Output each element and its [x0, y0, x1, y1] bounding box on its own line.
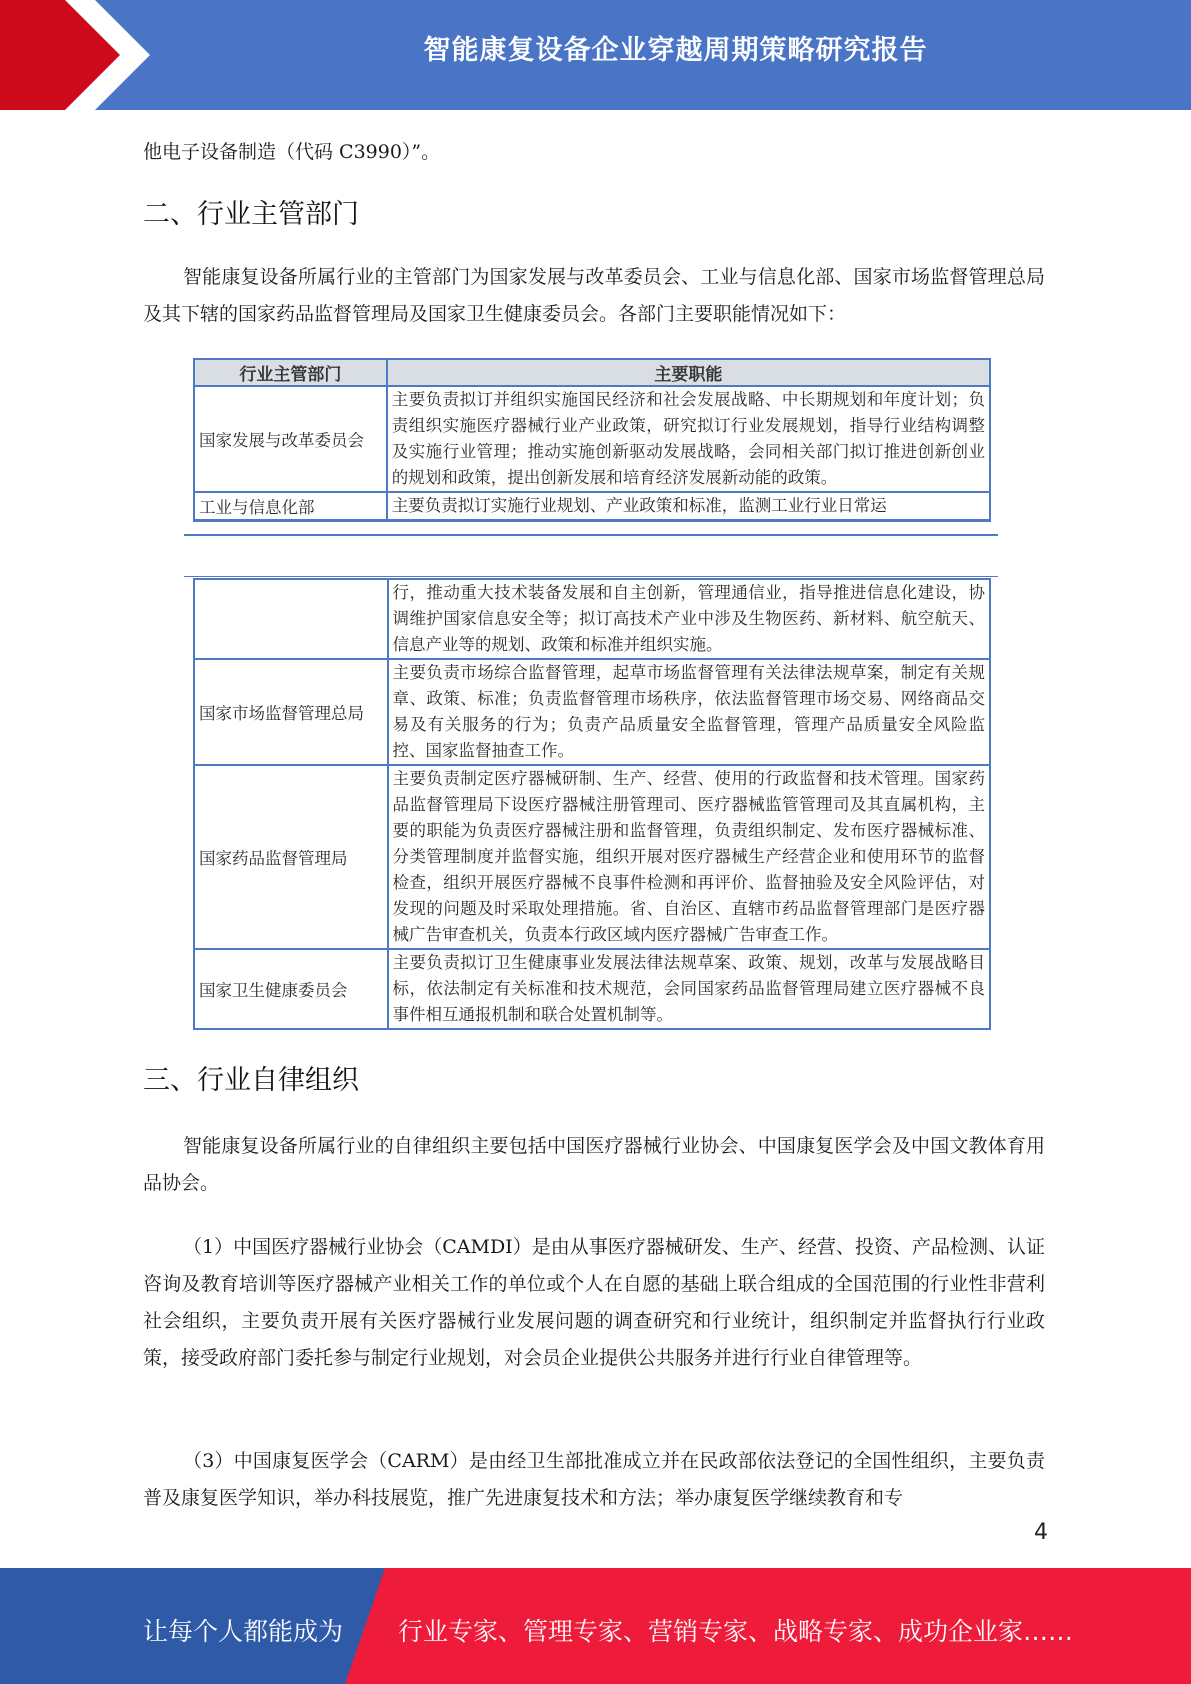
dept-cell: 国家药品监督管理局 [194, 765, 388, 949]
section-2-paragraph: 智能康复设备所属行业的主管部门为国家发展与改革委员会、工业与信息化部、国家市场监督管理总局及其下辖的国家药品监督管理局及国家卫生健康委员会。各部门主要职能情况如下： [143, 266, 1045, 325]
carm-paragraph: （3）中国康复医学会（CARM）是由经卫生部批准成立并在民政部依法登记的全国性组织，主要负责普及康复医学知识，举办科技展览，推广先进康复技术和方法；举办康复医学继续教育和专 [143, 1450, 1045, 1509]
table-row [194, 492, 990, 521]
table-break-line-bottom [184, 576, 998, 577]
header-arrow-decoration [0, 0, 160, 110]
footer-slogan-left: 让每个人都能成为 [143, 1617, 344, 1646]
duty-cell: 主要负责市场综合监督管理，起草市场监督管理有关法律法规草案，制定有关规章、政策、标准；负责监督管理市场秩序，依法监督管理市场交易、网络商品交易及有关服务的行为；负责产品质量安全监督管理，管理产品质量安全风险监控、国家监督抽查工作。 [388, 659, 990, 765]
table-header-dept: 行业主管部门 [194, 359, 387, 386]
duty-cell: 行，推动重大技术装备发展和自主创新，管理通信业，指导推进信息化建设，协调维护国家信息安全等；拟订高技术产业中涉及生物医药、新材料、航空航天、信息产业等的规划、政策和标准并组织实施。 [388, 579, 990, 659]
table-header-duty: 主要职能 [387, 359, 990, 386]
department-duty-table-part1 [193, 358, 991, 522]
section-heading-2: 二、行业主管部门 [143, 199, 359, 230]
section-3-paragraph: 智能康复设备所属行业的自律组织主要包括中国医疗器械行业协会、中国康复医学会及中国文教体育用品协会。 [143, 1135, 1045, 1194]
dept-cell [194, 579, 388, 659]
duty-cell: 主要负责拟订并组织实施国民经济和社会发展战略、中长期规划和年度计划；负责组织实施医疗器械行业产业政策，研究拟订行业发展规划，指导行业结构调整及实施行业管理；推动实施创新驱动发展战略，会同相关部门拟订推进创新创业的规划和政策，提出创新发展和培育经济发展新动能的政策。 [387, 386, 990, 492]
section-heading-3: 三、行业自律组织 [143, 1065, 359, 1096]
dept-cell: 国家市场监督管理总局 [194, 659, 388, 765]
duty-cell: 主要负责拟订卫生健康事业发展法律法规草案、政策、规划，改革与发展战略目标，依法制定有关标准和技术规范，会同国家药品监督管理局建立医疗器械不良事件相互通报机制和联合处置机制等。 [388, 949, 990, 1029]
dept-cell: 国家发展与改革委员会 [194, 386, 387, 492]
page-number: 4 [1034, 1520, 1048, 1545]
table-header-row [194, 359, 990, 386]
table-row [194, 386, 990, 492]
duty-cell: 主要负责制定医疗器械研制、生产、经营、使用的行政监督和技术管理。国家药品监督管理局下设医疗器械注册管理司、医疗器械监管管理司及其直属机构，主要的职能为负责医疗器械注册和监督管理，负责组织制定、发布医疗器械标准、分类管理制度并监督实施，组织开展对医疗器械生产经营企业和使用环节的监督检查，组织开展医疗器械不良事件检测和再评价、监督抽验及安全风险评估，对发现的问题及时采取处理措施。省、自治区、直辖市药品监督管理部门是医疗器械广告审查机关，负责本行政区域内医疗器械广告审查工作。 [388, 765, 990, 949]
dept-cell: 国家卫生健康委员会 [194, 949, 388, 1029]
table-row [194, 949, 990, 1029]
continuation-paragraph: 他电子设备制造（代码 C3990）”。 [143, 141, 441, 163]
header-banner [0, 0, 1191, 110]
table-row [194, 659, 990, 765]
dept-cell: 工业与信息化部 [194, 492, 387, 521]
camdi-paragraph: （1）中国医疗器械行业协会（CAMDI）是由从事医疗器械研发、生产、经营、投资、产品检测、认证咨询及教育培训等医疗器械产业相关工作的单位或个人在自愿的基础上联合组成的全国范围的行业性非营利社会组织，主要负责开展有关医疗器械行业发展问题的调查研究和行业统计，组织制定并监督执行行业政策，接受政府部门委托参与制定行业规划，对会员企业提供公共服务并进行行业自律管理等。 [143, 1236, 1045, 1369]
footer-slogan-right: 行业专家、管理专家、营销专家、战略专家、成功企业家…… [398, 1617, 1074, 1646]
department-duty-table-part2 [193, 578, 991, 1030]
duty-cell: 主要负责拟订实施行业规划、产业政策和标准，监测工业行业日常运 [387, 492, 990, 521]
report-title: 智能康复设备企业穿越周期策略研究报告 [423, 35, 928, 66]
table-row [194, 579, 990, 659]
table-row [194, 765, 990, 949]
table-break-line-top [184, 534, 998, 536]
